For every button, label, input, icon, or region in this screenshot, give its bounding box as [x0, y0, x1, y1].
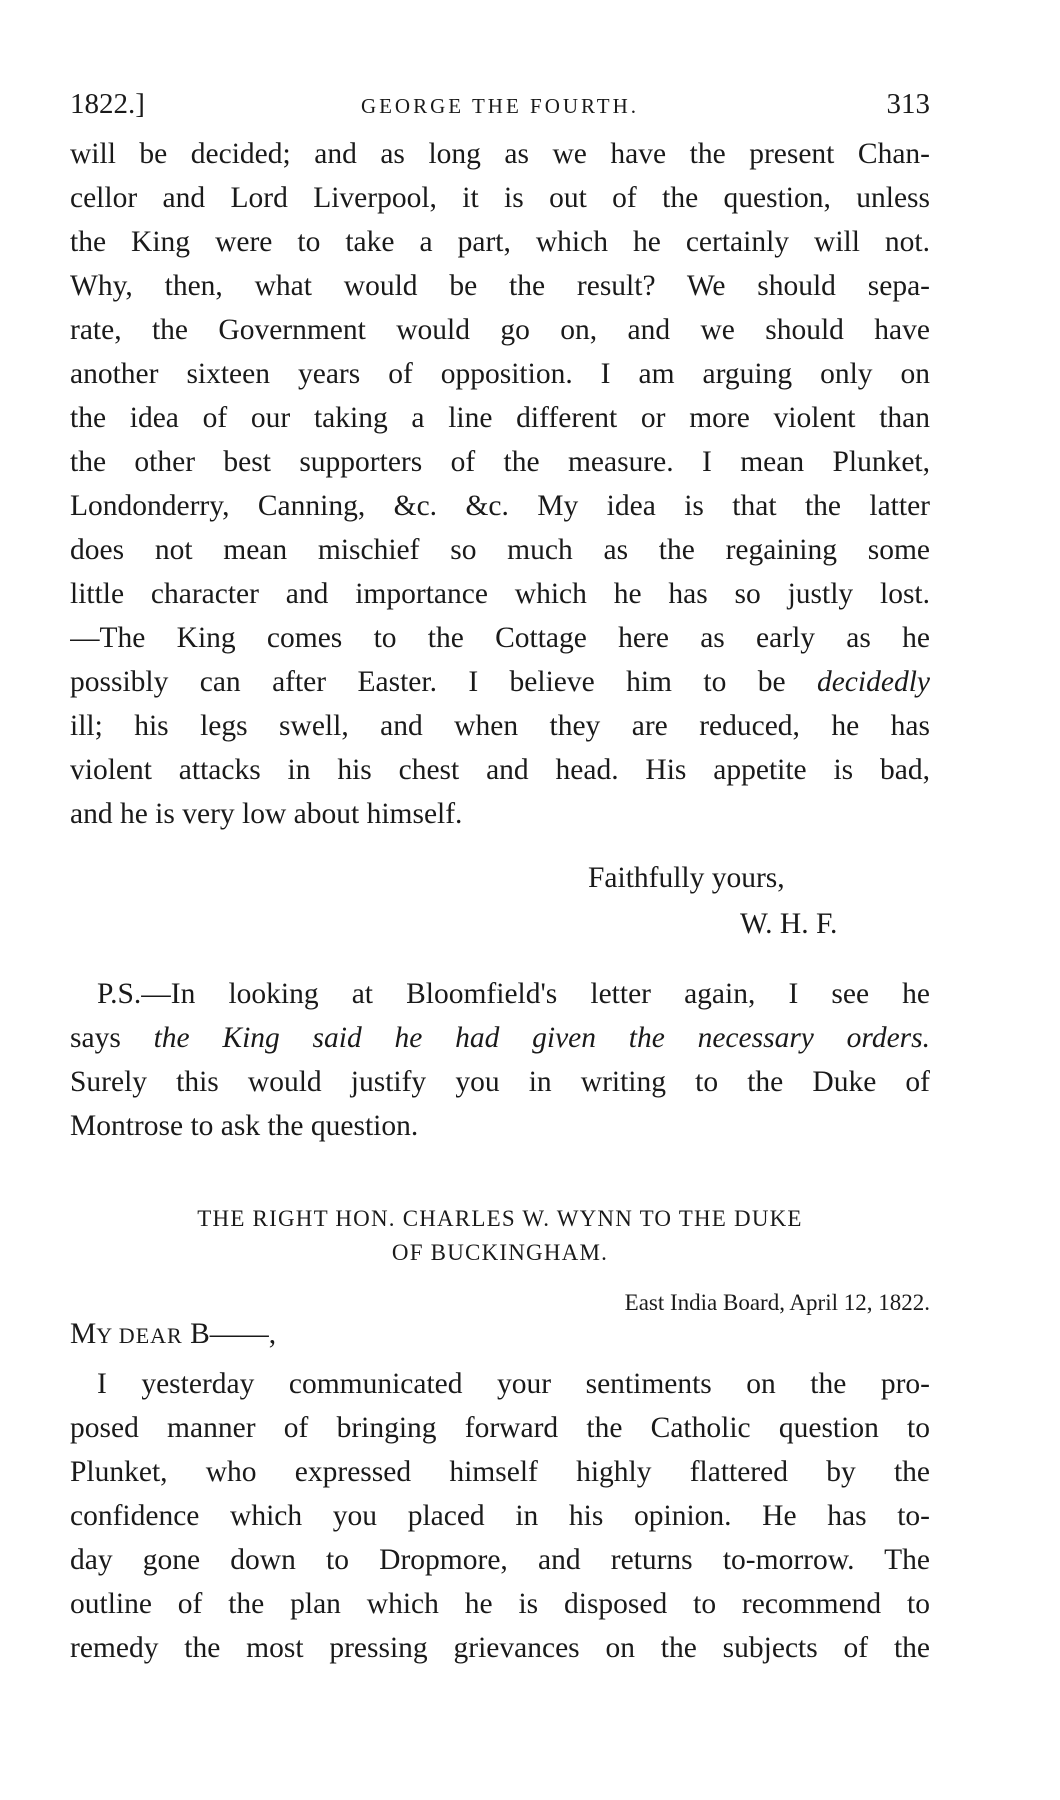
- italic-decidedly: decidedly: [816, 666, 930, 698]
- text-line: rate, the Government would go on, and we should have: [70, 314, 930, 346]
- heading-line: THE RIGHT HON. CHARLES W. WYNN TO THE DUKE: [197, 1206, 803, 1231]
- text-line: Why, then, what would be the result? We should sepa-: [70, 270, 930, 302]
- text-line: outline of the plan which he is disposed to recommend to: [70, 1588, 930, 1620]
- signature: W. H. F.: [740, 908, 838, 940]
- postscript-line: P.S.—In looking at Bloomfield's letter again, I see he: [97, 978, 930, 1010]
- page-number: 313: [886, 88, 930, 120]
- text-line: cellor and Lord Liverpool, it is out of the question, unless: [70, 182, 930, 214]
- text-line: violent attacks in his chest and head. His appetite is bad,: [70, 754, 930, 786]
- text-line: remedy the most pressing grievances on the subjects of the: [70, 1632, 930, 1664]
- text-line: the idea of our taking a line different or more violent than: [70, 402, 930, 434]
- postscript-line: Montrose to ask the question.: [70, 1110, 419, 1142]
- dateline: East India Board, April 12, 1822.: [624, 1290, 930, 1315]
- salutation-initial: M: [70, 1318, 97, 1350]
- text-line: —The King comes to the Cottage here as early as he: [70, 622, 930, 654]
- letter-body-1: [70, 132, 930, 836]
- running-head: [70, 88, 930, 128]
- text-line: little character and importance which he has so justly lost.: [70, 578, 930, 610]
- text-line: Londonderry, Canning, &c. &c. My idea is that the latter: [70, 490, 930, 522]
- text-segment: possibly can after Easter. I believe him to be: [70, 666, 817, 698]
- running-head-year: 1822.]: [70, 88, 145, 120]
- postscript-line-emphasis: [70, 1016, 930, 1060]
- letter-body-2: [70, 1362, 930, 1670]
- text-line: another sixteen years of opposition. I am arguing only on: [70, 358, 930, 390]
- letter-heading: [70, 1202, 930, 1270]
- text-segment: says: [70, 1022, 154, 1054]
- salutation: [70, 1318, 276, 1351]
- text-line-emphasis: [70, 660, 930, 704]
- italic-quote: the King said he had given the necessary orders.: [153, 1022, 930, 1054]
- postscript-line: Surely this would justify you in writing to the Duke of: [70, 1066, 930, 1098]
- text-line: and he is very low about himself.: [70, 798, 463, 830]
- text-line: ill; his legs swell, and when they are reduced, he has: [70, 710, 930, 742]
- salutation-name: B——,: [182, 1318, 277, 1350]
- postscript: [70, 972, 930, 1148]
- running-head-title: GEORGE THE FOURTH.: [360, 94, 640, 118]
- text-line: day gone down to Dropmore, and returns to-morrow. The: [70, 1544, 930, 1576]
- salutation-smallcaps: Y DEAR: [96, 1323, 183, 1348]
- text-line: Plunket, who expressed himself highly flattered by the: [70, 1456, 930, 1488]
- text-line: the other best supporters of the measure. I mean Plunket,: [70, 446, 930, 478]
- text-line: confidence which you placed in his opinion. He has to-: [70, 1500, 930, 1532]
- text-line: posed manner of bringing forward the Catholic question to: [70, 1412, 930, 1444]
- text-line: I yesterday communicated your sentiments on the pro-: [97, 1368, 930, 1400]
- closing-phrase: Faithfully yours,: [588, 862, 785, 894]
- heading-line: OF BUCKINGHAM.: [391, 1240, 609, 1265]
- text-line: the King were to take a part, which he certainly will not.: [70, 226, 930, 258]
- text-line: will be decided; and as long as we have the present Chan-: [70, 138, 930, 170]
- text-line: does not mean mischief so much as the regaining some: [70, 534, 930, 566]
